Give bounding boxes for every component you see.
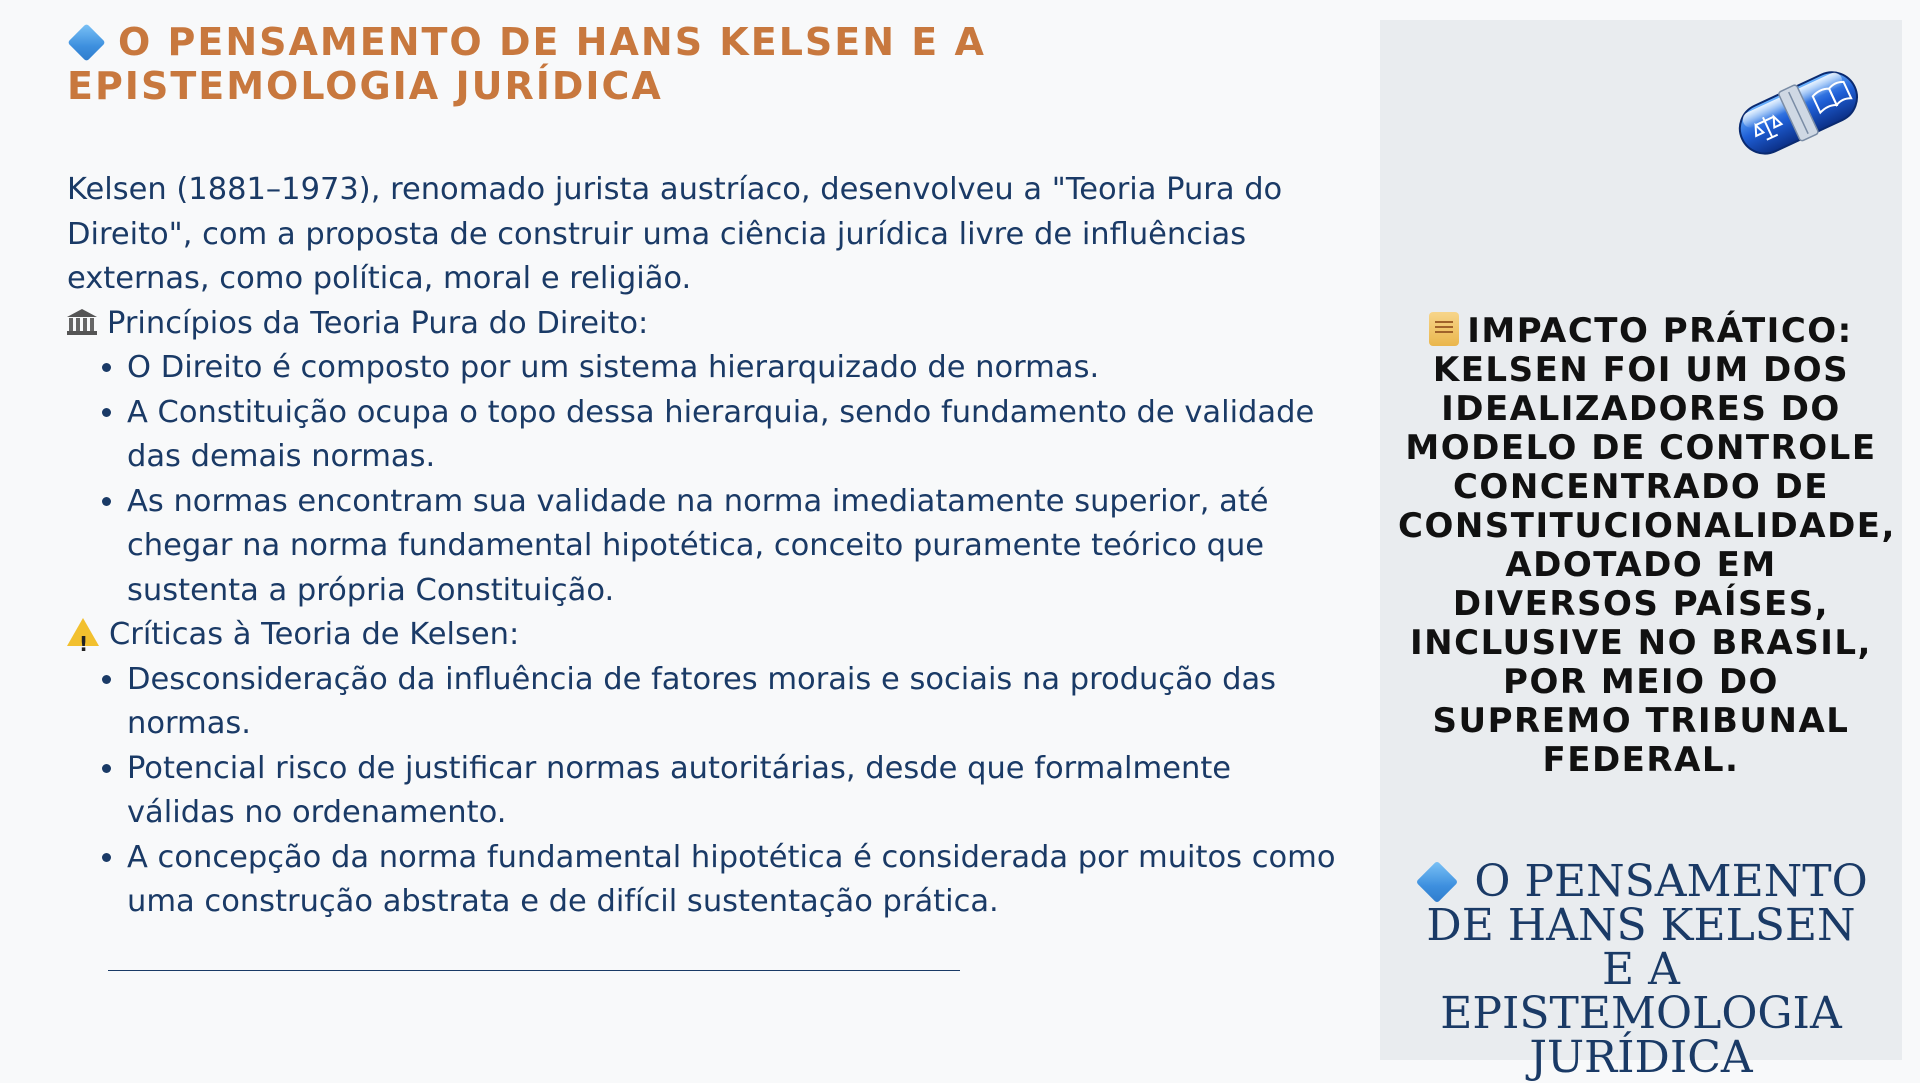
principles-list bbox=[67, 346, 1337, 613]
warning-icon bbox=[67, 618, 99, 646]
principles-heading-text: Princípios da Teoria Pura do Direito: bbox=[107, 305, 649, 341]
classical-building-icon bbox=[67, 309, 97, 335]
sidebar-title bbox=[1410, 856, 1872, 1083]
list-item: • A concepção da norma fundamental hipotética é considerada por muitos como uma construção abstrata e de difícil sustentação prática. bbox=[127, 836, 1337, 925]
list-item: • A Constituição ocupa o topo dessa hierarquia, sendo fundamento de validade das demais normas. bbox=[127, 391, 1337, 480]
impact-text bbox=[1398, 311, 1896, 780]
sidebar-panel bbox=[1380, 20, 1902, 1083]
list-item: • Potencial risco de justificar normas autoritárias, desde que formalmente válidas no ordenamento. bbox=[127, 747, 1337, 836]
intro-paragraph: Kelsen (1881–1973), renomado jurista austríaco, desenvolveu a "Teoria Pura do Direito", com a proposta de construir uma ciência jurídica livre de influências externas, como política, moral e religião. bbox=[67, 172, 1283, 296]
criticisms-list bbox=[67, 658, 1337, 925]
scroll-icon bbox=[1429, 312, 1459, 346]
diamond-icon bbox=[1416, 860, 1458, 902]
page-title bbox=[67, 20, 1337, 108]
page-title-text: O PENSAMENTO DE HANS KELSEN E A EPISTEMOLOGIA JURÍDICA bbox=[67, 20, 986, 108]
list-item: • Desconsideração da influência de fatores morais e sociais na produção das normas. bbox=[127, 658, 1337, 747]
criticisms-heading-text: Críticas à Teoria de Kelsen: bbox=[109, 617, 520, 652]
article-body bbox=[67, 168, 1337, 925]
main-content bbox=[67, 20, 1337, 925]
list-item: • O Direito é composto por um sistema hierarquizado de normas. bbox=[127, 346, 1337, 391]
diamond-icon bbox=[67, 23, 105, 61]
divider-line bbox=[108, 970, 960, 971]
principles-heading bbox=[67, 302, 1337, 347]
sidebar-title-text: O PENSAMENTO DE HANS KELSEN E A EPISTEMOLOGIA JURÍDICA bbox=[1426, 856, 1868, 1083]
impact-text-body: IMPACTO PRÁTICO: KELSEN FOI UM DOS IDEALIZADORES DO MODELO DE CONTROLE CONCENTRADO DE CONSTITUCIONALIDADE, ADOTADO EM DIVERSOS PAÍSES, INCLUSIVE NO BRASIL, POR MEIO DO SUPREMO TRIBUNAL FEDERAL. bbox=[1398, 311, 1896, 780]
criticisms-heading bbox=[67, 613, 1337, 658]
list-item: • As normas encontram sua validade na norma imediatamente superior, até chegar na norma fundamental hipotética, conceito puramente teórico que sustenta a própria Constituição. bbox=[127, 480, 1337, 614]
law-capsule-logo bbox=[1730, 58, 1866, 166]
